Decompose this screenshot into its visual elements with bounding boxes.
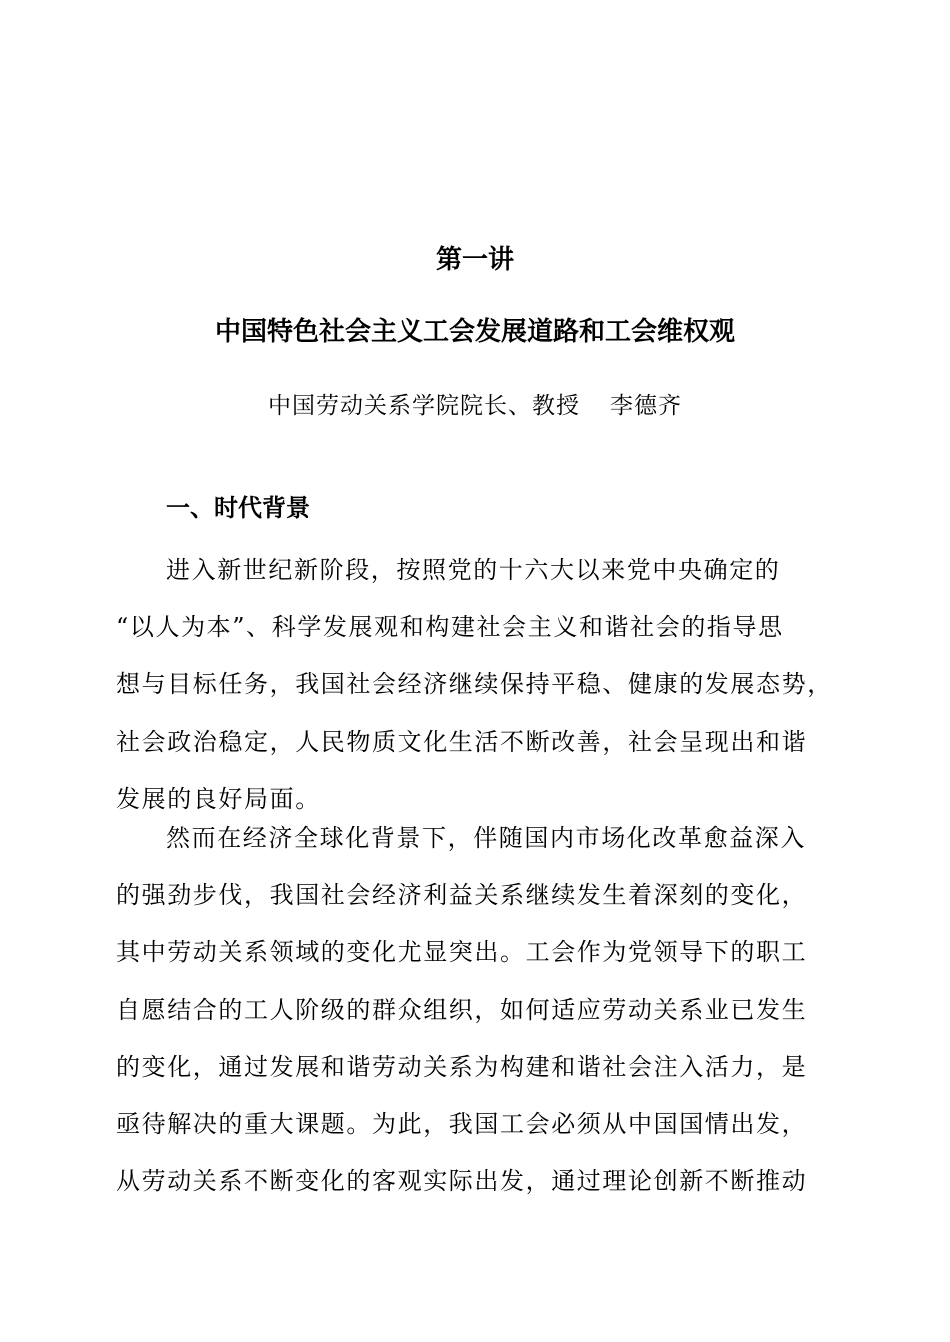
lecture-title: 第一讲 — [435, 245, 514, 275]
paragraph-line: “以人为本”、科学发展观和构建社会主义和谐社会的指导思 — [116, 613, 784, 642]
paragraph — [116, 810, 830, 1210]
author-line — [0, 386, 950, 426]
paragraph-line: 亟待解决的重大课题。为此，我国工会必须从中国国情出发， — [116, 1110, 808, 1139]
main-title: 中国特色社会主义工会发展道路和工会维权观 — [214, 317, 735, 347]
paragraph-line: 其中劳动关系领域的变化尤显突出。工会作为党领导下的职工 — [116, 938, 808, 967]
paragraph-line: 的强劲步伐，我国社会经济利益关系继续发生着深刻的变化， — [116, 881, 808, 910]
paragraph-line: 从劳动关系不断变化的客观实际出发，通过理论创新不断推动 — [116, 1167, 808, 1196]
paragraph-line: 社会政治稳定，人民物质文化生活不断改善，社会呈现出和谐 — [116, 727, 808, 756]
section-heading: 一、时代背景 — [166, 494, 310, 522]
paragraph-line: 的变化，通过发展和谐劳动关系为构建和谐社会注入活力，是 — [116, 1052, 808, 1081]
author-name: 李德齐 — [610, 393, 682, 419]
paragraph-line: 自愿结合的工人阶级的群众组织，如何适应劳动关系业已发生 — [116, 995, 808, 1024]
paragraph-line: 然而在经济全球化背景下，伴随国内市场化改革愈益深入 — [166, 824, 806, 852]
author-affiliation: 中国劳动关系学院院长、教授 — [268, 393, 580, 419]
paragraph-line: 想与目标任务，我国社会经济继续保持平稳、健康的发展态势， — [116, 670, 833, 699]
paragraph — [116, 542, 833, 828]
paragraph-line: 进入新世纪新阶段，按照党的十六大以来党中央确定的 — [166, 556, 781, 584]
paragraph-line: 发展的良好局面。 — [116, 784, 321, 813]
